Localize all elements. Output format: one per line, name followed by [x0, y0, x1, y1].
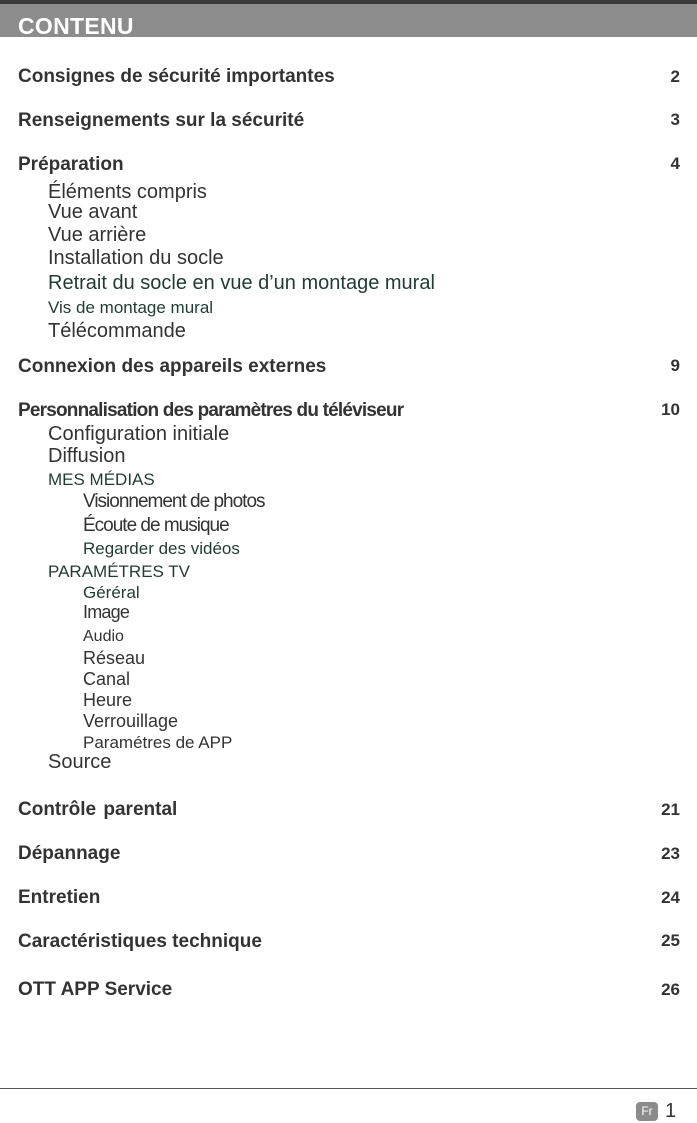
toc-sub-broadcast: Diffusion [48, 445, 126, 467]
toc-sub2-videos: Regarder des vidéos [83, 539, 240, 558]
toc-page-tv-settings: 10 [661, 400, 680, 419]
toc-sub2-lock: Verrouillage [83, 711, 179, 731]
toc-entry-parental-control: Contrôle parental [18, 799, 178, 820]
toc-sub-initial-setup: Configuration initiale [48, 423, 230, 445]
toc-sub-remote: Télécommande [48, 320, 186, 342]
toc-sub-wall-screws: Vis de montage mural [48, 298, 214, 317]
toc-sub-rear-view: Vue arrière [48, 224, 147, 246]
toc-sub2-time: Heure [83, 690, 133, 710]
toc-sub2-channel: Canal [83, 669, 131, 689]
toc-page-preparation: 4 [670, 154, 680, 173]
toc-sub2-photos: Visionnement de photos [83, 491, 265, 512]
toc-sub-stand-install: Installation du socle [48, 247, 224, 269]
toc-sub2-audio: Audio [83, 628, 124, 645]
toc-page-troubleshooting: 23 [661, 844, 680, 863]
page-title: CONTENU [18, 13, 134, 39]
toc-sub2-network: Réseau [83, 648, 146, 668]
toc-page-maintenance: 24 [661, 888, 680, 907]
toc-sub-front-view: Vue avant [48, 201, 138, 223]
toc-sub-stand-removal: Retrait du socle en vue d’un montage mural [48, 272, 435, 294]
toc-entry-ott-app-service: OTT APP Service [18, 979, 173, 1000]
toc-entry-external-devices: Connexion des appareils externes [18, 356, 327, 377]
toc-page-ott-app-service: 26 [661, 980, 680, 999]
toc-sub2-app-settings: Paramétres de APP [83, 733, 233, 752]
language-badge: Fr [636, 1102, 658, 1121]
page-number: 1 [665, 1100, 677, 1122]
header-band [0, 4, 697, 37]
toc-entry-tv-settings: Personnalisation des paramètres du téléviseur [18, 400, 404, 421]
toc-page-safety-information: 3 [670, 110, 680, 129]
toc-sub-items-included: Éléments compris [48, 181, 207, 203]
toc-sub2-picture: Image [83, 602, 130, 622]
footer-rule [0, 1088, 697, 1089]
toc-entry-preparation: Préparation [18, 154, 124, 175]
toc-sub-source: Source [48, 751, 112, 773]
toc-entry-specifications: Caractéristiques technique [18, 931, 262, 952]
toc-entry-safety-information: Renseignements sur la sécurité [18, 110, 305, 131]
toc-entry-safety-instructions: Consignes de sécurité importantes [18, 66, 335, 87]
toc-entry-troubleshooting: Dépannage [18, 843, 121, 864]
toc-sub-tv-settings: PARAMÉTRES TV [48, 562, 191, 581]
toc-page-specifications: 25 [661, 931, 680, 950]
toc-page-external-devices: 9 [670, 356, 680, 375]
toc-sub2-music: Écoute de musique [83, 515, 229, 536]
toc-page-parental-control: 21 [661, 800, 680, 819]
toc-page-safety-instructions: 2 [670, 67, 680, 86]
toc-sub-my-media: MES MÉDIAS [48, 470, 155, 489]
toc-entry-maintenance: Entretien [18, 887, 101, 908]
toc-sub2-general: Géréral [83, 583, 140, 602]
